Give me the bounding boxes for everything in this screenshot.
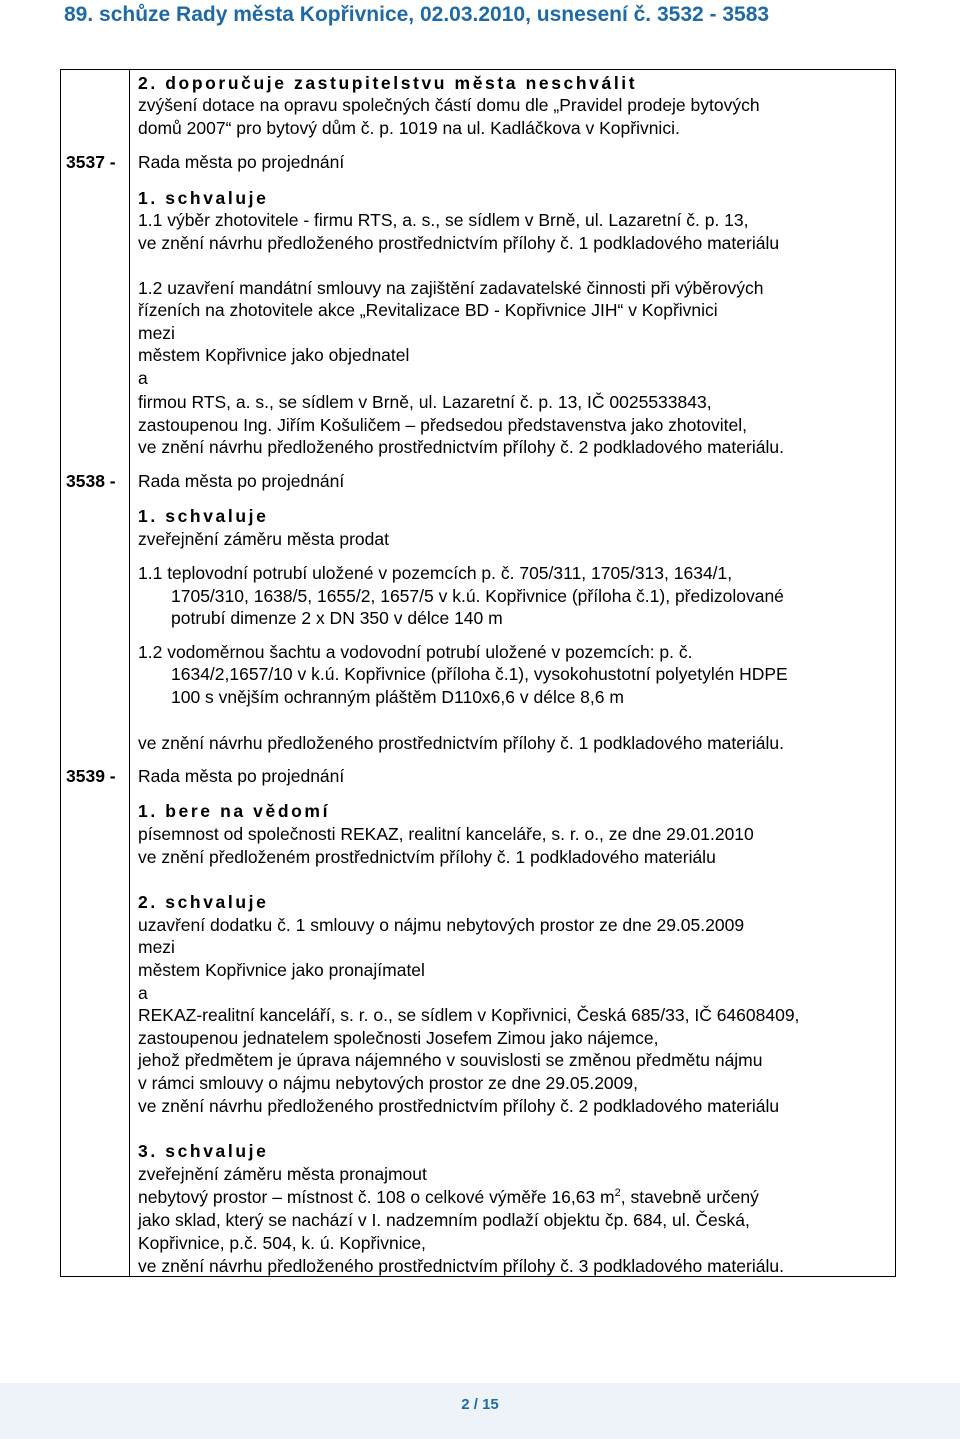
resolution-number: 3538 - bbox=[66, 471, 116, 491]
resolution-text-line: jehož předmětem je úprava nájemného v souvislosti se změnou předmětu nájmu bbox=[138, 1050, 763, 1070]
resolution-text-line: Kopřivnice, p.č. 504, k. ú. Kopřivnice, bbox=[138, 1233, 426, 1253]
resolution-text-line: ve znění návrhu předloženého prostřednictvím přílohy č. 2 podkladového materiálu bbox=[138, 1096, 780, 1116]
resolution-text-line: REKAZ-realitní kanceláří, s. r. o., se sídlem v Kopřivnici, Česká 685/33, IČ 64608409, bbox=[138, 1005, 800, 1025]
resolution-heading: 1. schvaluje bbox=[138, 188, 269, 208]
resolution-text-line: zveřejnění záměru města pronajmout bbox=[138, 1164, 427, 1184]
resolution-text-line: 1.1 teplovodní potrubí uložené v pozemcích p. č. 705/311, 1705/313, 1634/1, bbox=[138, 563, 733, 583]
resolution-heading: 2. schvaluje bbox=[138, 892, 269, 912]
resolution-text-line: 1634/2,1657/10 v k.ú. Kopřivnice (příloha č.1), vysokohustotní polyetylén HDPE bbox=[171, 664, 788, 684]
prev-text-line: zvýšení dotace na opravu společných částí domu dle „Pravidel prodeje bytových bbox=[138, 95, 760, 115]
resolution-text-line: 100 s vnějším ochranným pláštěm D110x6,6 v délce 8,6 m bbox=[171, 687, 624, 707]
page-title: 89. schůze Rady města Kopřivnice, 02.03.2010, usnesení č. 3532 - 3583 bbox=[64, 3, 770, 26]
resolution-intro: Rada města po projednání bbox=[138, 152, 345, 172]
resolution-text-line: mezi bbox=[138, 937, 175, 957]
resolution-text-line: 1.1 výběr zhotovitele - firmu RTS, a. s., se sídlem v Brně, ul. Lazaretní č. p. 13, bbox=[138, 210, 749, 230]
resolution-text-line: zastoupenou jednatelem společnosti Josefem Zimou jako nájemce, bbox=[138, 1028, 659, 1048]
resolution-text-line: 1.2 uzavření mandátní smlouvy na zajištění zadavatelské činnosti při výběrových bbox=[138, 278, 764, 298]
resolution-text-line: zveřejnění záměru města prodat bbox=[138, 529, 389, 549]
resolution-text-line: ve znění návrhu předloženého prostřednictvím přílohy č. 1 podkladového materiálu. bbox=[138, 733, 784, 753]
resolution-text-line: ve znění návrhu předloženého prostřednictvím přílohy č. 2 podkladového materiálu. bbox=[138, 437, 784, 457]
resolution-text-line: městem Kopřivnice jako pronajímatel bbox=[138, 960, 425, 980]
resolution-heading: 3. schvaluje bbox=[138, 1141, 269, 1161]
resolution-text-line: zastoupenou Ing. Jiřím Košuličem – předsedou představenstva jako zhotovitel, bbox=[138, 415, 747, 435]
resolution-text-line: a bbox=[138, 368, 148, 388]
resolution-text-line: potrubí dimenze 2 x DN 350 v délce 140 m bbox=[171, 608, 503, 628]
resolution-text-line: městem Kopřivnice jako objednatel bbox=[138, 345, 410, 365]
resolution-number: 3537 - bbox=[66, 152, 116, 172]
resolution-number: 3539 - bbox=[66, 766, 116, 786]
resolution-text-line: 1.2 vodoměrnou šachtu a vodovodní potrubí uložené v pozemcích: p. č. bbox=[138, 642, 693, 662]
prev-heading: 2. doporučuje zastupitelstvu města neschválit bbox=[138, 73, 638, 93]
resolution-text-line: jako sklad, který se nachází v I. nadzemním podlaží objektu čp. 684, ul. Česká, bbox=[138, 1210, 750, 1230]
resolution-text-line: 1705/310, 1638/5, 1655/2, 1657/5 v k.ú. Kopřivnice (příloha č.1), předizolované bbox=[171, 586, 784, 606]
resolution-heading: 1. schvaluje bbox=[138, 506, 269, 526]
table-column-divider bbox=[129, 69, 130, 1277]
superscript-2: 2 bbox=[614, 1187, 621, 1200]
resolution-text-line: řízeních na zhotovitele akce „Revitalizace BD - Kopřivnice JIH“ v Kopřivnici bbox=[138, 300, 718, 320]
resolution-intro: Rada města po projednání bbox=[138, 766, 345, 786]
resolution-heading: 1. bere na vědomí bbox=[138, 801, 331, 821]
resolution-text-line: uzavření dodatku č. 1 smlouvy o nájmu nebytových prostor ze dne 29.05.2009 bbox=[138, 915, 745, 935]
table-border-left bbox=[60, 69, 61, 1277]
resolution-text-line: ve znění návrhu předloženého prostřednictvím přílohy č. 1 podkladového materiálu bbox=[138, 233, 780, 253]
table-border-right bbox=[895, 69, 896, 1277]
table-border-top bbox=[60, 69, 896, 70]
resolution-text-line: a bbox=[138, 983, 148, 1003]
resolution-text-line: ve znění návrhu předloženého prostřednictvím přílohy č. 3 podkladového materiálu. bbox=[138, 1256, 784, 1276]
resolution-text-line: v rámci smlouvy o nájmu nebytových prostor ze dne 29.05.2009, bbox=[138, 1073, 638, 1093]
resolution-text-line: písemnost od společnosti REKAZ, realitní kanceláře, s. r. o., ze dne 29.01.2010 bbox=[138, 824, 754, 844]
prev-text-line: domů 2007“ pro bytový dům č. p. 1019 na ul. Kadláčkova v Kopřivnici. bbox=[138, 118, 680, 138]
resolution-text-line: nebytový prostor – místnost č. 108 o celkové výměře 16,63 $m^2$, stavebně určený bbox=[138, 1187, 759, 1207]
resolution-text-line: mezi bbox=[138, 323, 175, 343]
resolution-text-line: firmou RTS, a. s., se sídlem v Brně, ul. Lazaretní č. p. 13, IČ 0025533843, bbox=[138, 392, 712, 412]
page-number: 2 / 15 bbox=[461, 1396, 499, 1413]
resolution-intro: Rada města po projednání bbox=[138, 471, 345, 491]
resolution-text-line: ve znění předloženém prostřednictvím přílohy č. 1 podkladového materiálu bbox=[138, 847, 716, 867]
